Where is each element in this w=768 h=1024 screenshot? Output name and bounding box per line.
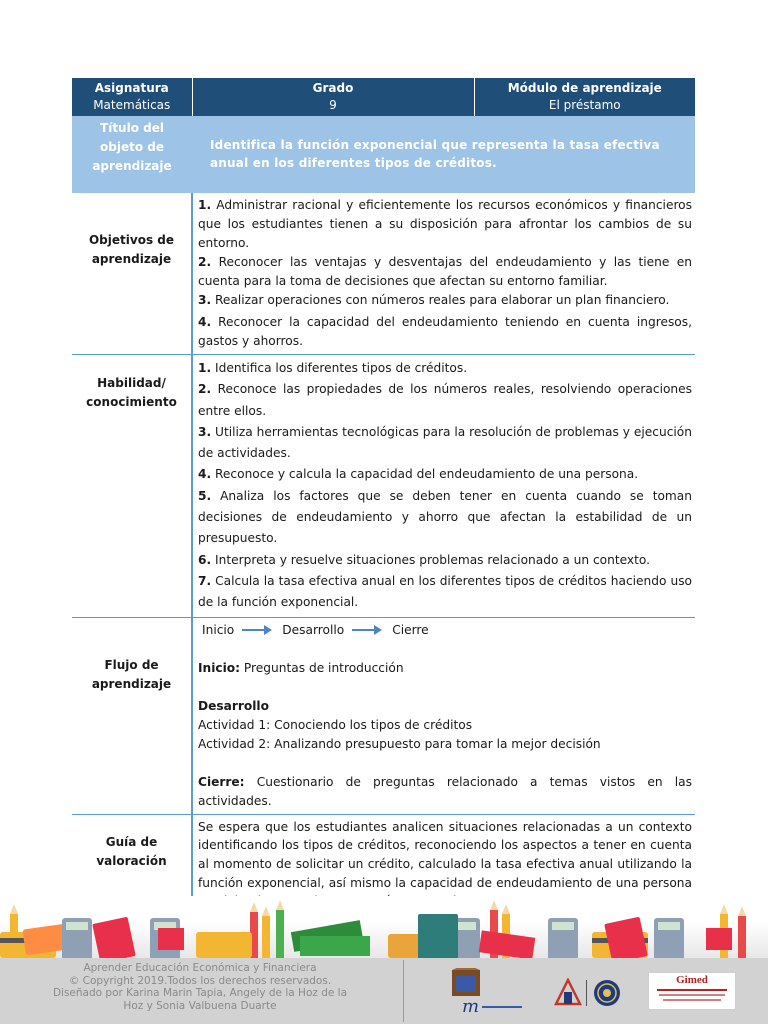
habilidad-label: Habilidad/ conocimiento [72,355,192,618]
item-number: 7. [198,573,212,588]
title-value: Identifica la función exponencial que representa la tasa efectiva anual en los diferentes tipos de créditos. [192,116,695,193]
objetivos-row [72,193,695,355]
subject-label: Asignatura [94,81,169,95]
cierre-text: Cuestionario de preguntas relacionado a temas vistos en las actividades. [198,774,692,808]
objetivo-item [198,196,692,253]
item-text: Analiza los factores que se deben tener en cuenta cuando se toman decisiones de endeudamiento y ahorro que afectan la estabilidad de un presupuesto. [198,488,692,546]
item-number: 1. [198,198,212,212]
footer-line-1: Aprender Educación Económica y Financiera [83,962,317,974]
logo-divider [586,980,587,1006]
university-logo-icon [553,978,583,1008]
item-text: Identifica los diferentes tipos de créditos. [211,361,468,375]
item-text: Reconocer las ventajas y desventajas del endeudamiento y las tiene en cuenta para la toma de decisiones que afectan su entorno familiar. [198,255,692,288]
item-text: Administrar racional y eficientemente los recursos económicos y financieros que los estudiantes tienen a su disposición para afrontar los cambios de su entorno. [198,198,692,250]
flujo-label: Flujo de aprendizaje [72,617,192,814]
actividad-2: Actividad 2: Analizando presupuesto para tomar la mejor decisión [198,736,601,751]
inicio-label: Inicio: [198,660,241,675]
inicio-text: Preguntas de introducción [240,660,404,675]
content-table [72,78,695,915]
item-number: 5. [198,488,212,503]
item-number: 1. [198,361,212,375]
habilidad-row [72,355,695,618]
inicio-line [198,659,692,678]
module-value: El préstamo [548,98,621,112]
item-number: 2. [198,255,212,269]
footer [0,896,768,1024]
habilidad-item [198,464,692,485]
math-logo-icon [444,968,526,1014]
item-number: 3. [198,424,212,439]
title-label: Título del objeto de aprendizaje [72,116,192,193]
item-number: 2. [198,382,212,397]
item-text: Realizar operaciones con números reales para elaborar un plan financiero. [211,293,670,307]
item-number: 3. [198,293,212,307]
flujo-content [192,617,695,814]
objetivos-label: Objetivos de aprendizaje [72,193,192,355]
guia-label: Guía de valoración [72,814,192,915]
item-number: 4. [198,467,212,482]
habilidad-content [192,355,695,618]
decorative-finance-illustration [0,896,768,960]
desarrollo-label: Desarrollo [198,698,269,713]
flow-step-inicio: Inicio [202,622,235,637]
flow-step-desarrollo: Desarrollo [282,622,345,637]
habilidad-item [198,422,692,465]
module-label: Módulo de aprendizaje [507,81,662,95]
item-number: 4. [198,315,212,329]
flujo-row [72,617,695,814]
item-text: Calcula la tasa efectiva anual en los diferentes tipos de créditos haciendo uso de la función exponencial. [198,573,692,610]
habilidad-item [198,571,692,614]
svg-text:m: m [462,996,480,1014]
footer-line-3: Diseñado por Karina Marin Tapia, Angely de la Hoz de la [52,987,348,999]
cierre-label: Cierre: [198,774,245,789]
gimed-logo [648,972,736,1010]
right-arrow-icon [352,625,384,635]
flow-step-cierre: Cierre [392,622,429,637]
subject-value: Matemáticas [93,98,171,112]
item-text: Utiliza herramientas tecnológicas para la resolución de problemas y ejecución de actividades. [198,424,692,461]
item-text: Reconoce y calcula la capacidad del endeudamiento de una persona. [211,467,639,482]
guia-content: Se espera que los estudiantes analicen situaciones relacionadas a un contexto identificando los tipos de créditos, reconociendo los aspectos a tener en cuenta al momento de solicitar un crédito, calculado la tasa efectiva anual utilizando la función exponencial, así mismo la capacidad de endeudamiento de una persona [192,814,695,915]
module-cell [474,78,695,116]
objetivo-item [198,313,692,351]
footer-divider [403,960,404,1022]
finance-clipart-icon [0,896,768,960]
gimed-logo-text: Gimed [676,974,708,986]
habilidad-item [198,358,692,379]
actividad-1: Actividad 1: Conociendo los tipos de créditos [198,717,473,732]
objetivo-item [198,253,692,291]
grade-value: 9 [329,98,337,112]
footer-line-4: Hoz y Sonia Valbuena Duarte [123,999,277,1012]
right-arrow-icon [242,625,274,635]
grade-cell [192,78,474,116]
flow-diagram [202,621,692,640]
habilidad-item [198,379,692,422]
habilidad-item [198,550,692,571]
calculator-icon [62,918,684,960]
item-text: Reconocer la capacidad del endeudamiento teniendo en cuenta ingresos, gastos y ahorros. [198,315,692,348]
item-text: Interpreta y resuelve situaciones problemas relacionado a un contexto. [211,552,651,567]
objetivos-content [192,193,695,355]
grade-label: Grado [312,81,354,95]
title-row [72,116,695,193]
subject-cell [72,78,192,116]
header-row [72,78,695,116]
footer-bar [0,958,768,1024]
footer-line-2: © Copyright 2019.Todos los derechos reservados. [68,974,332,987]
seal-logo-icon [592,978,622,1008]
item-number: 6. [198,552,212,567]
cierre-line [198,773,692,811]
footer-credits [10,962,390,1012]
item-text: Reconoce las propiedades de los números reales, resolviendo operaciones entre ellos. [198,382,692,418]
objetivo-item [198,291,692,310]
habilidad-item [198,486,692,550]
